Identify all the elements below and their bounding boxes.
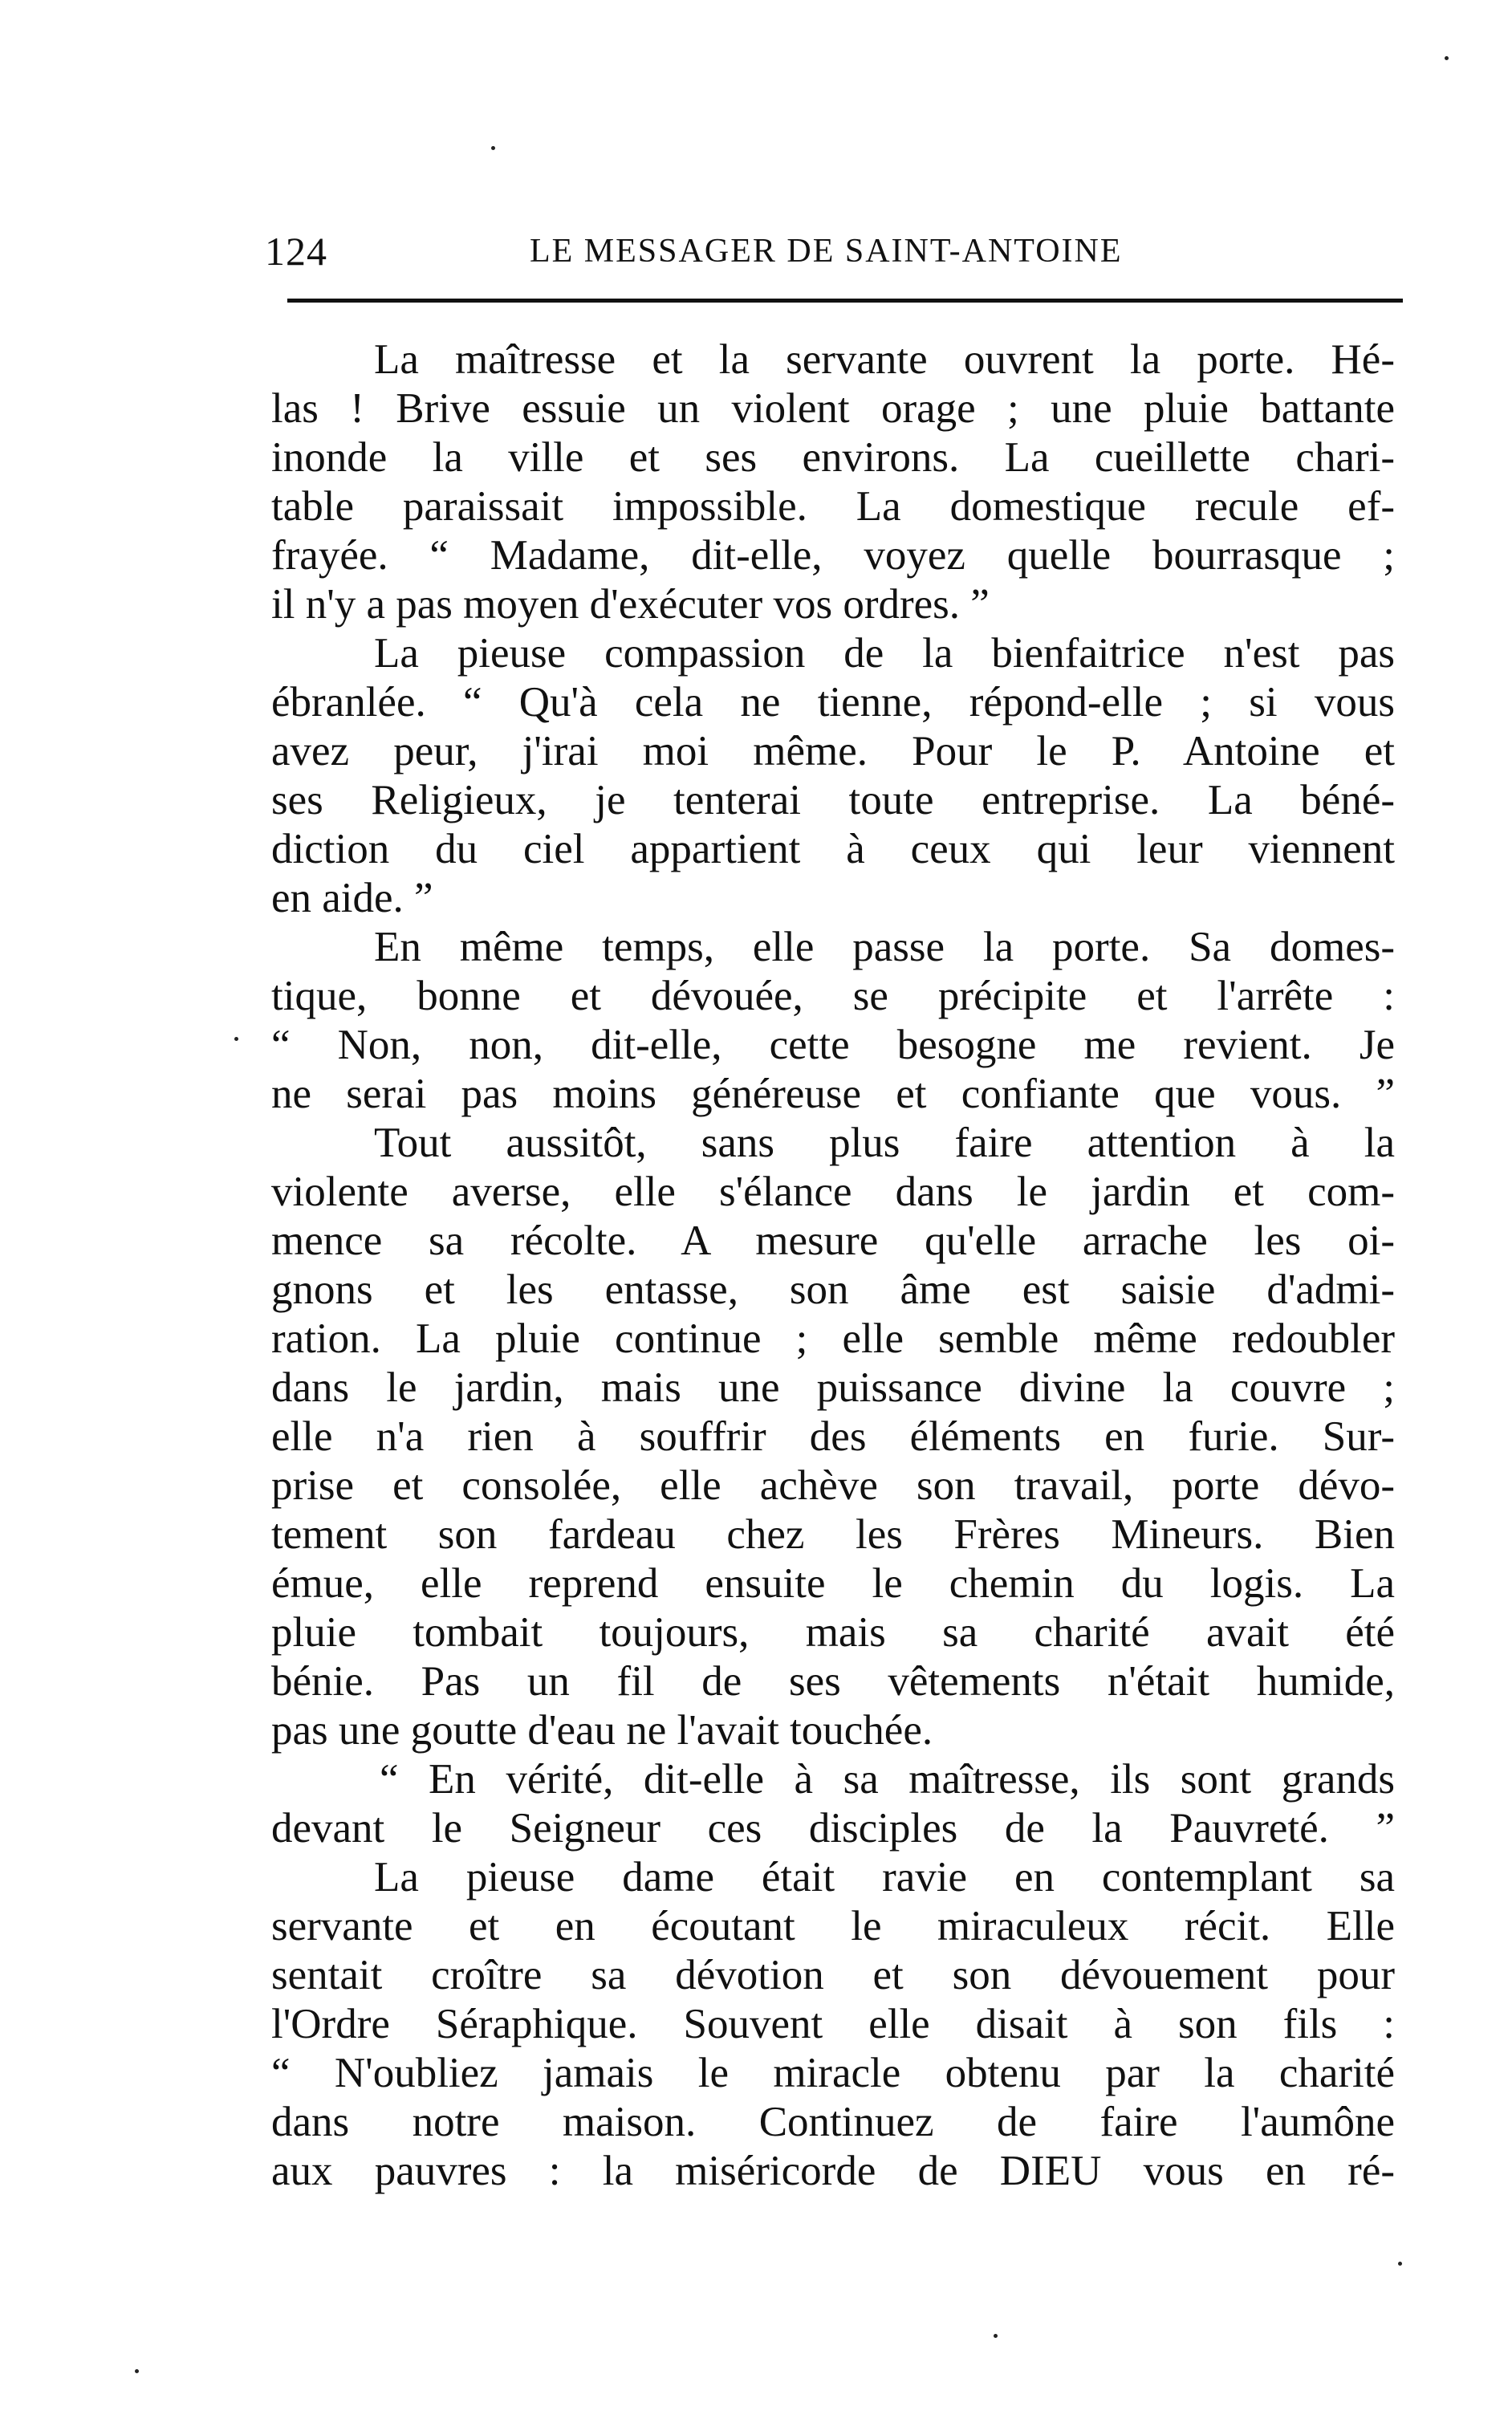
text-line: La pieuse dame était ravie en contemplant sa xyxy=(374,1854,1395,1900)
text-line: violente averse, elle s'élance dans le jardin et com- xyxy=(271,1169,1395,1215)
text-line: tement son fardeau chez les Frères Mineurs. Bien xyxy=(271,1511,1395,1558)
text-line: dans le jardin, mais une puissance divine la couvre ; xyxy=(271,1364,1395,1411)
text-line: bénie. Pas un fil de ses vêtements n'était humide, xyxy=(271,1658,1395,1705)
header-rule xyxy=(287,299,1403,303)
text-line: aux pauvres : la miséricorde de DIEU vous en ré- xyxy=(271,2148,1395,2194)
text-line: ne serai pas moins généreuse et confiante que vous. ” xyxy=(271,1071,1395,1117)
text-line: diction du ciel appartient à ceux qui leur viennent xyxy=(271,826,1395,872)
text-line: tique, bonne et dévouée, se précipite et l'arrête : xyxy=(271,973,1395,1019)
text-line: pluie tombait toujours, mais sa charité avait été xyxy=(271,1609,1395,1656)
text-line: inonde la ville et ses environs. La cueillette chari- xyxy=(271,434,1395,481)
text-line: frayée. “ Madame, dit-elle, voyez quelle bourrasque ; xyxy=(271,532,1395,579)
text-line: En même temps, elle passe la porte. Sa domes- xyxy=(374,924,1395,970)
text-line: ses Religieux, je tenterai toute entreprise. La béné- xyxy=(271,777,1395,823)
text-line: en aide. ” xyxy=(271,875,433,921)
text-line: “ Non, non, dit-elle, cette besogne me revient. Je xyxy=(271,1022,1395,1068)
print-speck xyxy=(491,146,495,150)
print-speck xyxy=(994,2334,998,2338)
text-line: las ! Brive essuie un violent orage ; une pluie battante xyxy=(271,385,1395,432)
print-speck xyxy=(135,2369,139,2373)
text-line: ébranlée. “ Qu'à cela ne tienne, répond-elle ; si vous xyxy=(271,679,1395,726)
print-speck xyxy=(1398,2262,1402,2266)
running-head xyxy=(265,223,1260,279)
page-number: 124 xyxy=(265,229,327,274)
text-line: devant le Seigneur ces disciples de la Pauvreté. ” xyxy=(271,1805,1395,1852)
text-line: prise et consolée, elle achève son travail, porte dévo- xyxy=(271,1462,1395,1509)
print-speck xyxy=(1445,56,1449,60)
text-line: dans notre maison. Continuez de faire l'aumône xyxy=(271,2099,1395,2145)
text-line: émue, elle reprend ensuite le chemin du logis. La xyxy=(271,1560,1395,1607)
text-line: “ N'oubliez jamais le miracle obtenu par la charité xyxy=(271,2050,1395,2096)
text-line: mence sa récolte. A mesure qu'elle arrache les oi- xyxy=(271,1218,1395,1264)
text-line: sentait croître sa dévotion et son dévouement pour xyxy=(271,1952,1395,1998)
text-line: table paraissait impossible. La domestique recule ef- xyxy=(271,483,1395,530)
text-line: avez peur, j'irai moi même. Pour le P. Antoine et xyxy=(271,728,1395,774)
body-text xyxy=(271,335,1395,2196)
text-line: pas une goutte d'eau ne l'avait touchée. xyxy=(271,1707,933,1754)
print-speck xyxy=(234,1037,238,1041)
text-line: servante et en écoutant le miraculeux récit. Elle xyxy=(271,1903,1395,1949)
text-line: il n'y a pas moyen d'exécuter vos ordres. ” xyxy=(271,581,990,628)
text-line: La maîtresse et la servante ouvrent la porte. Hé- xyxy=(374,336,1395,383)
running-title: LE MESSAGER DE SAINT-ANTOINE xyxy=(530,233,1123,270)
text-line: elle n'a rien à souffrir des éléments en furie. Sur- xyxy=(271,1413,1395,1460)
text-line: l'Ordre Séraphique. Souvent elle disait à son fils : xyxy=(271,2001,1395,2047)
text-line: gnons et les entasse, son âme est saisie d'admi- xyxy=(271,1266,1395,1313)
text-line: Tout aussitôt, sans plus faire attention à la xyxy=(374,1120,1395,1166)
text-line: ration. La pluie continue ; elle semble même redoubler xyxy=(271,1315,1395,1362)
text-line: “ En vérité, dit-elle à sa maîtresse, ils sont grands xyxy=(380,1756,1395,1803)
text-line: La pieuse compassion de la bienfaitrice n'est pas xyxy=(374,630,1395,677)
